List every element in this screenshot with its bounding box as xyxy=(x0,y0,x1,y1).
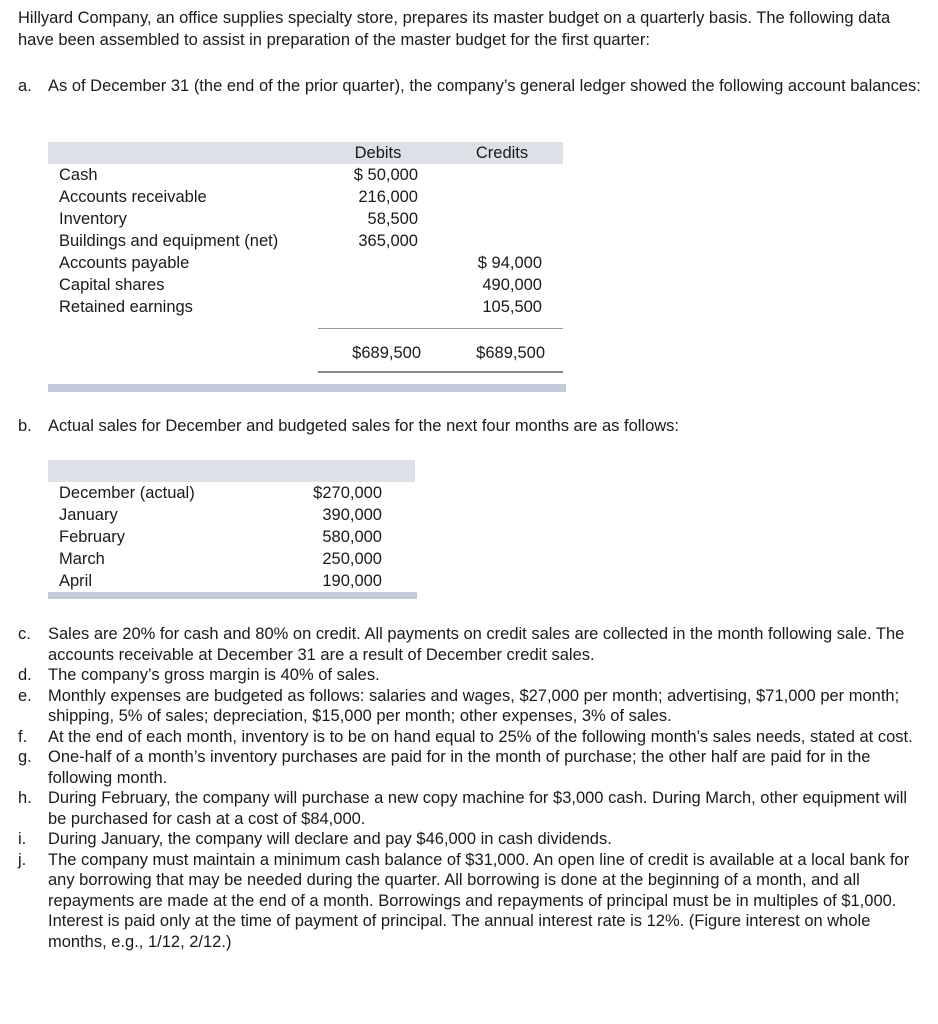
list-item xyxy=(18,850,928,953)
ledger-row xyxy=(48,252,563,274)
intro-paragraph: Hillyard Company, an office supplies specialty store, prepares its master budget on a quarterly basis. The following data have been assembled to assist in preparation of the master budget for the first quarter: xyxy=(18,9,891,49)
sales-amount: 190,000 xyxy=(322,572,382,590)
account-name: Inventory xyxy=(59,210,127,228)
account-name: Accounts receivable xyxy=(59,188,207,206)
credits-header: Credits xyxy=(475,144,529,162)
sales-month: March xyxy=(59,550,105,568)
account-name: Accounts payable xyxy=(59,254,190,272)
item-a xyxy=(18,75,923,97)
sales-amount: $270,000 xyxy=(313,484,382,502)
sales-footer-bar xyxy=(48,592,417,599)
ledger-row xyxy=(48,274,563,296)
item-b-letter: b. xyxy=(18,417,32,435)
total-credits: $689,500 xyxy=(476,344,545,362)
item-b-text: Actual sales for December and budgeted sales for the next four months are as follows: xyxy=(48,417,680,435)
account-name: Buildings and equipment (net) xyxy=(59,232,279,250)
ledger-row xyxy=(48,208,563,230)
ledger-table xyxy=(48,142,566,392)
credit-value: $ 94,000 xyxy=(477,254,542,272)
item-a-text: As of December 31 (the end of the prior quarter), the company’s general ledger showed the following account balances: xyxy=(48,77,921,95)
debit-value: 216,000 xyxy=(358,188,418,206)
sales-row xyxy=(48,504,415,526)
item-letter: h. xyxy=(18,789,32,807)
list-item xyxy=(18,747,928,788)
item-text: The company’s gross margin is 40% of sales. xyxy=(48,666,380,684)
total-debits: $689,500 xyxy=(352,344,421,362)
item-letter: c. xyxy=(18,625,31,643)
assumptions-list xyxy=(18,624,928,952)
ledger-header xyxy=(48,142,563,164)
list-item xyxy=(18,624,928,665)
debit-value: 58,500 xyxy=(367,210,418,228)
sales-row xyxy=(48,526,415,548)
ledger-row xyxy=(48,186,563,208)
item-text: The company must maintain a minimum cash balance of $31,000. An open line of credit is available at a local bank for any borrowing that may be needed during the quarter. All borrowing is done at the beginning of a month, and all repayments are made at the end of a month. Borrowings and repayments of principal must be in multiples of $1,000. Interest is paid only at the time of payment of principal. The annual interest rate is 12%. (Figure interest on whole months, e.g., 1/12, 2/12.) xyxy=(48,850,910,951)
subtotal-rule xyxy=(318,328,563,329)
ledger-footer-bar xyxy=(48,384,566,392)
list-item xyxy=(18,829,928,850)
list-item xyxy=(18,665,928,686)
list-item xyxy=(18,727,928,748)
item-text: One-half of a month’s inventory purchases are paid for in the month of purchase; the other half are paid for in the following month. xyxy=(48,748,871,787)
sales-amount: 250,000 xyxy=(322,550,382,568)
debits-header: Debits xyxy=(354,144,402,162)
sales-month: February xyxy=(59,528,126,546)
sales-month: April xyxy=(59,572,93,590)
item-letter: d. xyxy=(18,666,32,684)
item-text: Sales are 20% for cash and 80% on credit. All payments on credit sales are collected in the month following sale. The accounts receivable at December 31 are a result of December credit sales. xyxy=(48,625,905,664)
item-text: At the end of each month, inventory is to be on hand equal to 25% of the following month’s sales needs, stated at cost. xyxy=(48,727,913,746)
sales-month: January xyxy=(59,506,118,524)
credit-value: 105,500 xyxy=(482,298,542,316)
sales-amount: 580,000 xyxy=(322,528,382,546)
list-item xyxy=(18,788,928,829)
account-name: Cash xyxy=(59,166,98,184)
sales-header xyxy=(48,460,415,482)
item-letter: g. xyxy=(18,748,32,766)
sales-table xyxy=(48,460,415,600)
item-a-letter: a. xyxy=(18,77,32,95)
list-item xyxy=(18,686,928,727)
ledger-row xyxy=(48,230,563,252)
item-b xyxy=(18,415,923,437)
sales-row xyxy=(48,482,415,504)
item-letter: f. xyxy=(18,727,28,746)
credit-value: 490,000 xyxy=(482,276,542,294)
item-letter: i. xyxy=(18,830,27,848)
account-name: Capital shares xyxy=(59,276,165,294)
ledger-row xyxy=(48,296,563,318)
debit-value: $ 50,000 xyxy=(353,166,418,184)
sales-amount: 390,000 xyxy=(322,506,382,524)
item-text: During January, the company will declare and pay $46,000 in cash dividends. xyxy=(48,830,612,848)
total-rule xyxy=(318,371,563,373)
item-text: During February, the company will purchase a new copy machine for $3,000 cash. During March, other equipment will be purchased for cash at a cost of $84,000. xyxy=(48,789,908,828)
item-letter: e. xyxy=(18,686,32,705)
sales-row xyxy=(48,548,415,570)
ledger-row xyxy=(48,164,563,186)
sales-row xyxy=(48,570,415,592)
sales-month: December (actual) xyxy=(59,484,195,502)
account-name: Retained earnings xyxy=(59,298,193,316)
item-text: Monthly expenses are budgeted as follows: salaries and wages, $27,000 per month; advertising, $71,000 per month; shipping, 5% of sales; depreciation, $15,000 per month; other expenses, 3% of sales. xyxy=(48,686,900,725)
item-letter: j. xyxy=(18,850,27,869)
debit-value: 365,000 xyxy=(358,232,418,250)
